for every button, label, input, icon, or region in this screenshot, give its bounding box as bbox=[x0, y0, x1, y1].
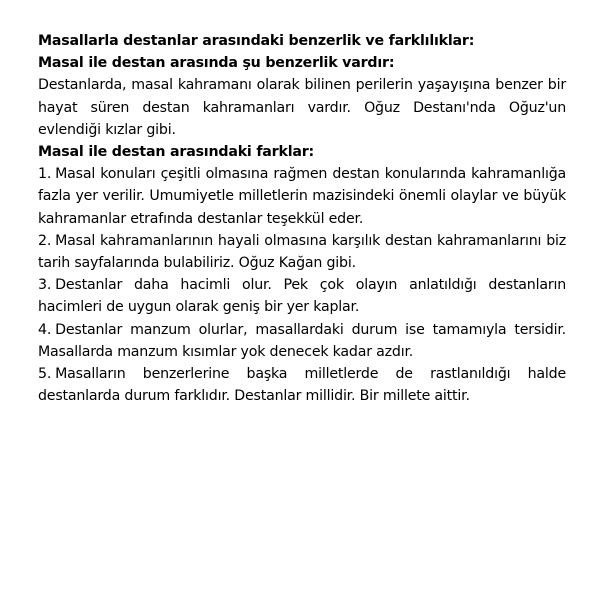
similarity-heading: Masal ile destan arasında şu benzerlik vardır: bbox=[38, 55, 395, 72]
difference-item-5 bbox=[38, 363, 566, 407]
difference-item-number: 1. bbox=[38, 166, 52, 183]
difference-item-1 bbox=[38, 163, 566, 230]
difference-item-3 bbox=[38, 274, 566, 318]
difference-item-text: Destanlar daha hacimli olur. Pek çok olayın anlatıldığı destanların hacimleri de uygun olarak geniş bir yer kaplar. bbox=[38, 277, 566, 316]
difference-item-2 bbox=[38, 230, 566, 274]
difference-item-number: 2. bbox=[38, 232, 52, 249]
differences-heading: Masal ile destan arasındaki farklar: bbox=[38, 144, 315, 161]
difference-item-text: Destanlar manzum olurlar, masallardaki durum ise tamamıyla tersidir. Masallarda manzum kısımlar yok denecek kadar azdır. bbox=[38, 321, 566, 360]
difference-item-text: Masal kahramanlarının hayali olmasına karşılık destan kahramanlarını biz tarih sayfalarında bulabiliriz. Oğuz Kağan gibi. bbox=[38, 232, 566, 272]
difference-item-number: 3. bbox=[38, 277, 52, 294]
similarity-paragraph: Destanlarda, masal kahramanı olarak bilinen perilerin yaşayışına benzer bir hayat süren destan kahramanları vardır. Oğuz Destanı'nda Oğuz'un evlendiği kızlar gibi. bbox=[38, 77, 566, 138]
difference-item-text: Masal konuları çeşitli olmasına rağmen destan konularında kahramanlığa fazla yer verilir. Umumiyetle milletlerin mazisindeki önemli olaylar ve büyük kahramanlar etrafında destanlar teşekkül eder. bbox=[38, 166, 566, 227]
document-title: Masallarla destanlar arasındaki benzerlik ve farklılıklar: bbox=[38, 33, 475, 49]
document-body bbox=[38, 30, 566, 407]
difference-item-number: 4. bbox=[38, 321, 52, 338]
difference-item-text: Masalların benzerlerine başka milletlerde de rastlanıldığı halde destanlarda durum farklıdır. Destanlar millidir. Bir millete aittir. bbox=[38, 366, 566, 405]
difference-item-4 bbox=[38, 319, 566, 363]
difference-item-number: 5. bbox=[38, 366, 52, 383]
